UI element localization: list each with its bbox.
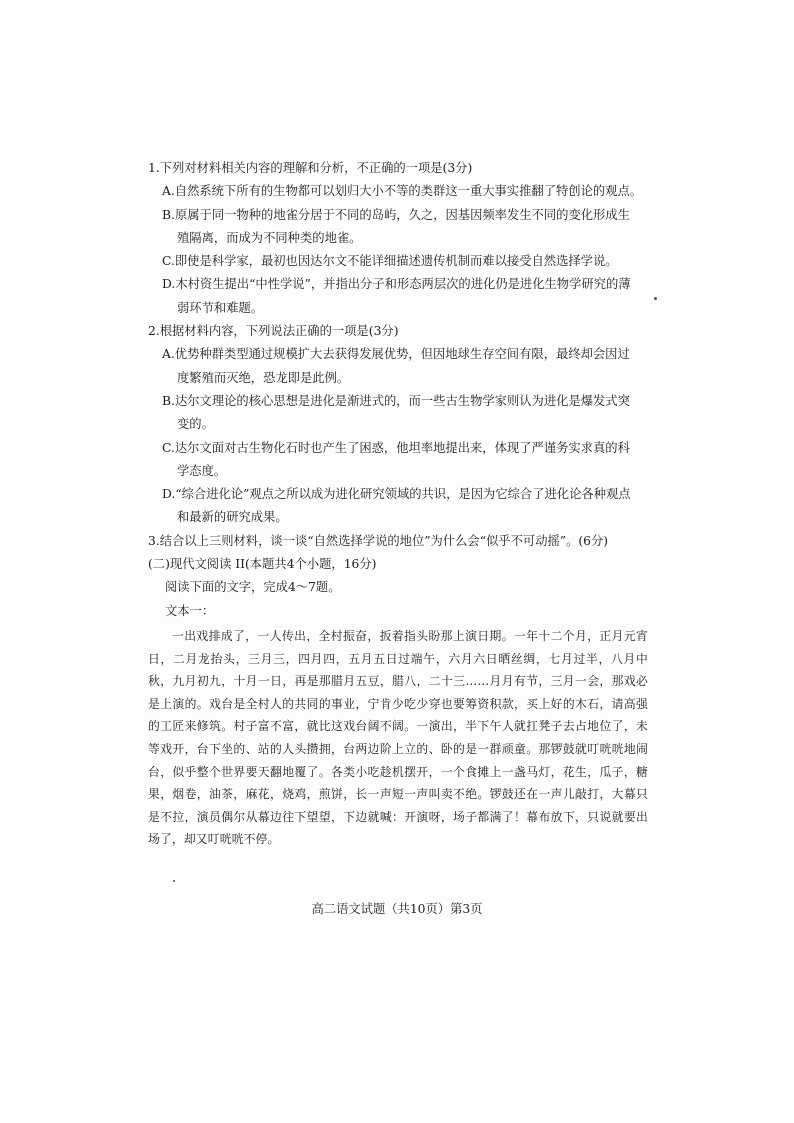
question-3-stem: 3.结合以上三则材料，谈一谈“自然选择学说的地位”为什么会“似乎不可动摇”。(6分) <box>148 533 609 548</box>
question-1-option-d: D.木村资生提出“中性学说”，并指出分子和形态两层次的进化仍是进化生物学研究的薄 <box>162 277 631 292</box>
question-1-option-d-cont: 弱环节和难题。 <box>177 300 264 315</box>
question-2-option-d-cont: 和最新的研究成果。 <box>177 510 288 525</box>
question-2-option-a: A.优势种群类型通过规模扩大去获得发展优势，但因地球生存空间有限，最终却会因过 <box>162 347 630 362</box>
page-footer: 高二语文试题（共10页）第3页 <box>311 902 483 916</box>
question-2-option-c: C.达尔文面对古生物化石时也产生了困惑，他坦率地提出来，体现了严谨务实求真的科 <box>162 440 630 455</box>
question-2-option-b: B.达尔文理论的核心思想是进化是渐进式的，而一些古生物学家则认为进化是爆发式突 <box>162 393 630 408</box>
question-2-option-a-cont: 度繁殖而灭绝，恐龙即是此例。 <box>177 370 350 385</box>
text-one-label: 文本一： <box>165 603 215 618</box>
section-2-instruction: 阅读下面的文字，完成4～7题。 <box>165 580 341 595</box>
passage-text: 一出戏排成了，一人传出，全村振奋，扳着指头盼那上演日期。一年十二个月，正月元宵日，二月龙抬头，三月三，四月四，五月五日过端午，六月六日晒丝绸，七月过半，八月中秋，九月初九，十月一日，再是那腊月五豆，腊八，二十三……月月有节，三月一会，那戏必是上演的。戏台是全村人的共同的事业，宁肯少吃少穿也要筹资积款，买上好的木石，请高强的工匠来修筑。村子富不富，就比这戏台阔不阔。一演出，半下午人就扛凳子去占地位了，未等戏开，台下坐的、站的人头攒拥，台两边阶上立的、卧的是一群顽童。那锣鼓就叮咣咣地闹台，似乎整个世界要天翻地覆了。各类小吃趁机摆开，一个食摊上一盏马灯，花生，瓜子，糖果，烟卷，油茶，麻花，烧鸡，煎饼，长一声短一声叫卖不绝。锣鼓还在一声儿敲打，大幕只是不拉，演员偶尔从幕边往下望望，下边就喊：开演呀，场子都满了！幕布放下，只说就要出场了，却又叮咣咣不停。 <box>148 628 648 847</box>
question-2-stem: 2.根据材料内容，下列说法正确的一项是(3分) <box>148 324 399 339</box>
question-1-stem: 1.下列对材料相关内容的理解和分析，不正确的一项是(3分) <box>148 161 473 175</box>
question-2-option-d: D.“综合进化论”观点之所以成为进化研究领域的共识，是因为它综合了进化论各种观点 <box>162 487 631 502</box>
question-2-option-c-cont: 学态度。 <box>177 463 227 478</box>
scan-speck <box>654 297 657 300</box>
question-1-option-b: B.原属于同一物种的地雀分居于不同的岛屿，久之，因基因频率发生不同的变化形成生 <box>162 207 630 222</box>
question-1-option-b-cont: 殖隔离，而成为不同种类的地雀。 <box>177 230 362 245</box>
page-content <box>148 157 648 851</box>
question-2-option-b-cont: 变的。 <box>177 417 214 432</box>
question-1-option-a: A.自然系统下所有的生物都可以划归大小不等的类群这一重大事实推翻了特创论的观点。 <box>162 184 643 199</box>
scan-speck <box>173 880 175 882</box>
question-1-option-c: C.即使是科学家，最初也因达尔文不能详细描述遗传机制而难以接受自然选择学说。 <box>162 254 618 269</box>
section-2-heading: (二)现代文阅读 II(本题共4个小题，16分) <box>148 557 377 572</box>
